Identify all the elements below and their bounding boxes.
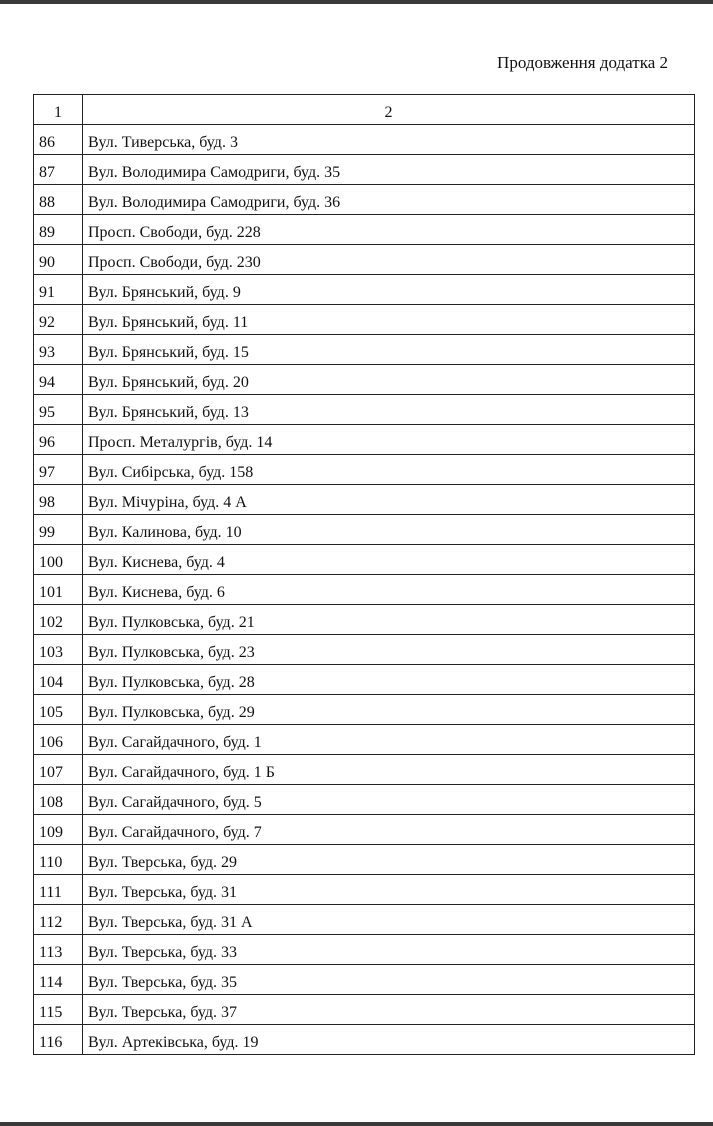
table-row bbox=[34, 995, 695, 1025]
row-address: Вул. Брянський, буд. 15 bbox=[83, 335, 695, 365]
row-address: Вул. Тверська, буд. 37 bbox=[83, 995, 695, 1025]
top-border bbox=[0, 0, 713, 4]
row-address: Просп. Свободи, буд. 230 bbox=[83, 245, 695, 275]
row-address: Вул. Брянський, буд. 11 bbox=[83, 305, 695, 335]
row-address: Вул. Сагайдачного, буд. 5 bbox=[83, 785, 695, 815]
row-address: Вул. Киснева, буд. 4 bbox=[83, 545, 695, 575]
row-address: Вул. Калинова, буд. 10 bbox=[83, 515, 695, 545]
table-row bbox=[34, 215, 695, 245]
row-number: 98 bbox=[34, 485, 83, 515]
row-address: Вул. Сагайдачного, буд. 7 bbox=[83, 815, 695, 845]
table-row bbox=[34, 635, 695, 665]
row-address: Вул. Тверська, буд. 33 bbox=[83, 935, 695, 965]
row-number: 97 bbox=[34, 455, 83, 485]
row-address: Вул. Пулковська, буд. 23 bbox=[83, 635, 695, 665]
row-number: 111 bbox=[34, 875, 83, 905]
column-header-number: 1 bbox=[34, 95, 83, 125]
page-heading: Продовження додатка 2 bbox=[497, 53, 668, 72]
row-address: Вул. Володимира Самодриги, буд. 35 bbox=[83, 155, 695, 185]
row-number: 86 bbox=[34, 125, 83, 155]
table-row bbox=[34, 515, 695, 545]
row-number: 88 bbox=[34, 185, 83, 215]
row-address: Просп. Металургів, буд. 14 bbox=[83, 425, 695, 455]
table-row bbox=[34, 965, 695, 995]
table-row bbox=[34, 335, 695, 365]
row-number: 100 bbox=[34, 545, 83, 575]
table-row bbox=[34, 665, 695, 695]
row-address: Вул. Тверська, буд. 29 bbox=[83, 845, 695, 875]
row-number: 110 bbox=[34, 845, 83, 875]
table-row bbox=[34, 485, 695, 515]
row-address: Вул. Володимира Самодриги, буд. 36 bbox=[83, 185, 695, 215]
row-address: Вул. Сибірська, буд. 158 bbox=[83, 455, 695, 485]
table-row bbox=[34, 605, 695, 635]
row-number: 102 bbox=[34, 605, 83, 635]
row-number: 116 bbox=[34, 1025, 83, 1055]
table-row bbox=[34, 695, 695, 725]
row-number: 109 bbox=[34, 815, 83, 845]
row-number: 101 bbox=[34, 575, 83, 605]
table-row bbox=[34, 455, 695, 485]
row-number: 89 bbox=[34, 215, 83, 245]
row-number: 112 bbox=[34, 905, 83, 935]
table-row bbox=[34, 575, 695, 605]
row-number: 103 bbox=[34, 635, 83, 665]
row-number: 104 bbox=[34, 665, 83, 695]
table-row bbox=[34, 875, 695, 905]
row-number: 114 bbox=[34, 965, 83, 995]
row-address: Вул. Тверська, буд. 31 bbox=[83, 875, 695, 905]
address-table bbox=[33, 94, 695, 1055]
row-number: 107 bbox=[34, 755, 83, 785]
row-address: Вул. Пулковська, буд. 28 bbox=[83, 665, 695, 695]
row-address: Вул. Киснева, буд. 6 bbox=[83, 575, 695, 605]
row-address: Вул. Мічуріна, буд. 4 А bbox=[83, 485, 695, 515]
row-address: Вул. Брянський, буд. 20 bbox=[83, 365, 695, 395]
table-row bbox=[34, 815, 695, 845]
table-row bbox=[34, 425, 695, 455]
row-address: Вул. Тверська, буд. 31 А bbox=[83, 905, 695, 935]
row-number: 115 bbox=[34, 995, 83, 1025]
row-number: 113 bbox=[34, 935, 83, 965]
row-number: 95 bbox=[34, 395, 83, 425]
row-number: 108 bbox=[34, 785, 83, 815]
row-address: Вул. Пулковська, буд. 29 bbox=[83, 695, 695, 725]
row-number: 106 bbox=[34, 725, 83, 755]
table-row bbox=[34, 545, 695, 575]
row-number: 96 bbox=[34, 425, 83, 455]
table-row bbox=[34, 245, 695, 275]
table-row bbox=[34, 845, 695, 875]
row-address: Вул. Сагайдачного, буд. 1 Б bbox=[83, 755, 695, 785]
table-row bbox=[34, 1025, 695, 1055]
table-row bbox=[34, 305, 695, 335]
bottom-border bbox=[0, 1122, 713, 1126]
table-row bbox=[34, 395, 695, 425]
table-body bbox=[34, 125, 695, 1055]
row-address: Просп. Свободи, буд. 228 bbox=[83, 215, 695, 245]
row-number: 92 bbox=[34, 305, 83, 335]
row-address: Вул. Сагайдачного, буд. 1 bbox=[83, 725, 695, 755]
row-number: 94 bbox=[34, 365, 83, 395]
table-row bbox=[34, 125, 695, 155]
row-number: 99 bbox=[34, 515, 83, 545]
table-row bbox=[34, 275, 695, 305]
row-address: Вул. Брянський, буд. 13 bbox=[83, 395, 695, 425]
table-row bbox=[34, 185, 695, 215]
row-number: 87 bbox=[34, 155, 83, 185]
table-row bbox=[34, 905, 695, 935]
table-row bbox=[34, 155, 695, 185]
column-header-address: 2 bbox=[83, 95, 695, 125]
row-number: 90 bbox=[34, 245, 83, 275]
row-number: 105 bbox=[34, 695, 83, 725]
row-address: Вул. Тиверська, буд. 3 bbox=[83, 125, 695, 155]
table-row bbox=[34, 365, 695, 395]
table-row bbox=[34, 785, 695, 815]
table-header-row bbox=[34, 95, 695, 125]
row-address: Вул. Артеківська, буд. 19 bbox=[83, 1025, 695, 1055]
table-row bbox=[34, 935, 695, 965]
row-address: Вул. Брянський, буд. 9 bbox=[83, 275, 695, 305]
row-address: Вул. Тверська, буд. 35 bbox=[83, 965, 695, 995]
table-row bbox=[34, 725, 695, 755]
row-number: 93 bbox=[34, 335, 83, 365]
row-number: 91 bbox=[34, 275, 83, 305]
table-row bbox=[34, 755, 695, 785]
row-address: Вул. Пулковська, буд. 21 bbox=[83, 605, 695, 635]
